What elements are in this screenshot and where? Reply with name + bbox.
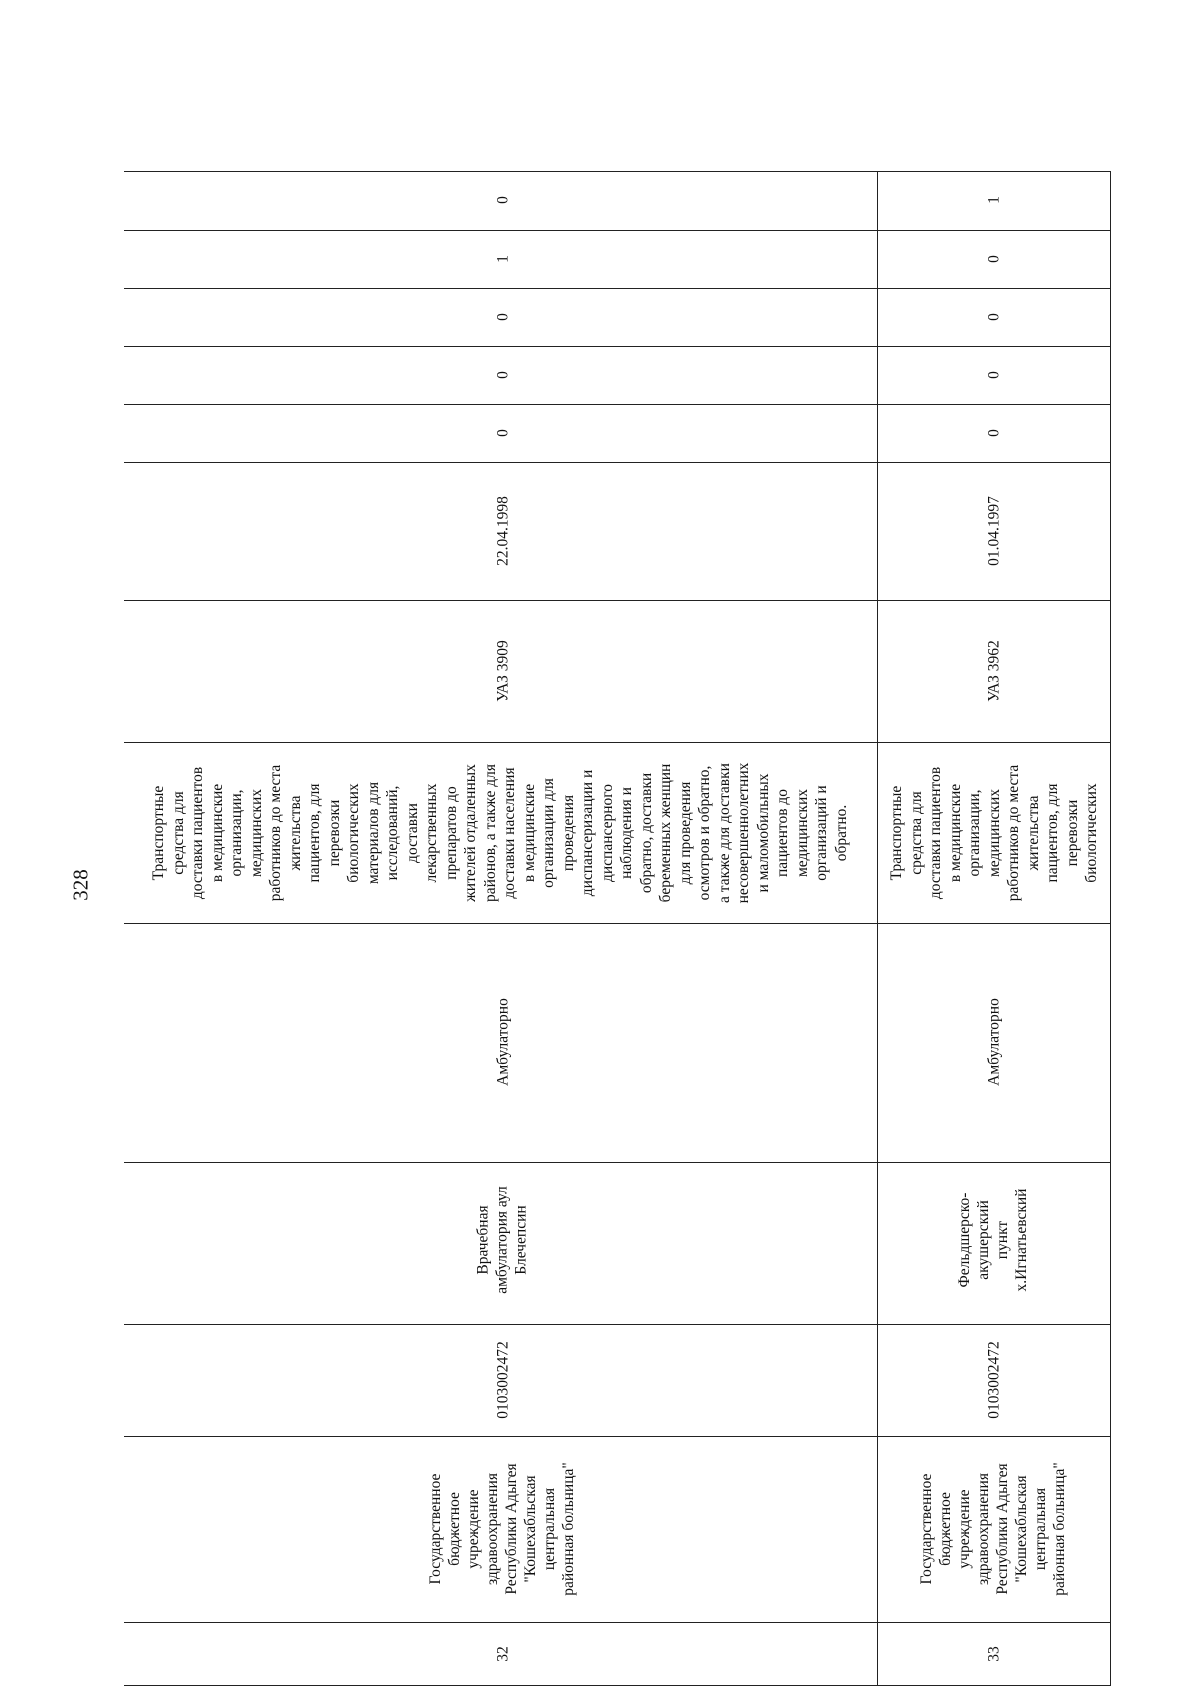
unit-name (474, 1186, 531, 1294)
value-5: 1 (985, 196, 1003, 204)
row-number: 32 (494, 1646, 512, 1662)
unit-name (955, 1189, 1031, 1292)
org-line: центральная (1032, 1487, 1049, 1571)
purpose-line: жительства (1024, 795, 1042, 871)
purpose-line: биологических (1082, 783, 1100, 883)
value-5: 0 (494, 196, 512, 204)
value-3: 0 (985, 313, 1003, 321)
col-sep-condition-unit (124, 1162, 1111, 1163)
purpose-line: несовершеннолетних (735, 762, 752, 904)
unit-line: Блечепсин (512, 1205, 530, 1275)
org-line: здравоохранения (484, 1473, 501, 1585)
purpose-line: а также для доставки (715, 763, 733, 903)
row-separator (877, 171, 878, 1685)
purpose-line: Транспортные (150, 785, 167, 881)
purpose-line: средства для (907, 791, 925, 875)
purpose-line: доставки (403, 803, 421, 863)
vehicle-date: 22.04.1998 (494, 496, 512, 566)
value-4: 0 (985, 255, 1003, 263)
purpose-line: организации, (965, 789, 983, 877)
purpose-line: диспансерного (598, 784, 616, 883)
purpose-line: Транспортные (887, 785, 905, 881)
col-sep-v3-v2 (124, 346, 1111, 347)
purpose-line: в медицинские (208, 783, 226, 883)
unit-line: Врачебная (474, 1205, 492, 1275)
purpose-line: организации для (540, 778, 557, 888)
org-line: районная больница" (1051, 1462, 1068, 1596)
org-line: центральная (541, 1487, 558, 1571)
org-line: Государственное (918, 1473, 935, 1585)
purpose-line: медицинских (985, 788, 1003, 878)
org-line: Республики Адыгея (994, 1463, 1011, 1595)
purpose-cell (878, 743, 1110, 923)
page-number: 328 (68, 869, 93, 901)
purpose-line: материалов для (364, 781, 382, 885)
purpose-line: пациентов до (774, 788, 791, 878)
org-line: "Кошехабльская (522, 1475, 539, 1583)
col-sep-v2-v1 (124, 404, 1111, 405)
purpose-line: проведения (559, 794, 577, 872)
purpose-line: работников до места (267, 764, 284, 902)
table-right-border (1110, 171, 1111, 1685)
purpose-line: медицинских (247, 788, 265, 878)
table-bottom-border (124, 1685, 1111, 1686)
purpose-line: организаций и (813, 785, 830, 881)
org-line: Государственное (427, 1473, 444, 1585)
purpose-line: беременных женщин (657, 763, 674, 903)
unit-line: х.Игнатьевский (1013, 1188, 1030, 1292)
col-sep-purpose-condition (124, 923, 1111, 924)
col-sep-v1-date (124, 462, 1111, 463)
row-number: 33 (985, 1646, 1003, 1662)
purpose-line: организации, (228, 789, 245, 877)
unit-line: пункт (994, 1220, 1011, 1260)
value-1: 0 (985, 429, 1003, 437)
vehicle-model: УАЗ 3962 (985, 640, 1003, 702)
purpose-line: пациентов, для (306, 783, 323, 883)
org-line: районная больница" (560, 1462, 577, 1596)
org-line: бюджетное (937, 1492, 954, 1566)
purpose-line: районов, а также для (481, 764, 499, 902)
purpose-line: медицинских (793, 788, 811, 878)
unit-line: Фельдшерско- (956, 1192, 973, 1288)
inn: 0103002472 (494, 1341, 512, 1419)
purpose-line: исследований, (384, 785, 401, 881)
org-line: учреждение (956, 1489, 973, 1569)
purpose-line: обратно. (832, 804, 850, 862)
purpose-line: пациентов, для (1043, 783, 1061, 883)
purpose-line: в медицинские (520, 783, 538, 883)
purpose-line: перевозки (1063, 799, 1081, 867)
care-condition: Амбулаторно (494, 998, 512, 1086)
vehicle-date: 01.04.1997 (985, 496, 1003, 566)
care-condition: Амбулаторно (985, 998, 1003, 1086)
org-line: учреждение (465, 1489, 482, 1569)
value-2: 0 (985, 371, 1003, 379)
purpose-line: перевозки (325, 799, 343, 867)
purpose-line: в медицинские (946, 783, 964, 883)
col-sep-v4-v3 (124, 288, 1111, 289)
org-line: здравоохранения (975, 1473, 992, 1585)
purpose-line: обратно, доставки (637, 772, 655, 894)
purpose-line: доставки пациентов (189, 766, 206, 900)
purpose-line: работников до места (1004, 764, 1022, 902)
value-2: 0 (494, 371, 512, 379)
purpose-line: диспансеризации и (579, 769, 596, 897)
org-line: "Кошехабльская (1013, 1475, 1030, 1583)
purpose-line: для проведения (676, 781, 694, 885)
value-4: 1 (494, 255, 512, 263)
organization-name (917, 1462, 1069, 1595)
unit-line: амбулатория аул (493, 1186, 511, 1294)
purpose-line: лекарственных (423, 783, 440, 883)
purpose-line: жительства (286, 795, 304, 871)
purpose-line: препаратов до (442, 786, 460, 880)
col-sep-org-num (124, 1622, 1111, 1623)
purpose-line: жителей отдаленных (462, 764, 479, 902)
org-line: бюджетное (446, 1492, 463, 1566)
purpose-line: средства для (169, 791, 187, 875)
col-sep-v5-v4 (124, 230, 1111, 231)
col-sep-inn-org (124, 1436, 1111, 1437)
purpose-line: доставки населения (501, 767, 518, 899)
purpose-line: и маломобильных (754, 773, 772, 893)
purpose-cell (124, 743, 877, 923)
unit-line: акушерский (975, 1200, 992, 1280)
col-sep-date-model (124, 600, 1111, 601)
purpose-line: доставки пациентов (926, 766, 944, 900)
value-1: 0 (494, 429, 512, 437)
table-top-border (124, 171, 1111, 172)
purpose-line: осмотров и обратно, (696, 765, 713, 901)
purpose-line: наблюдения и (618, 787, 635, 879)
organization-name (426, 1462, 578, 1595)
purpose-line: биологических (345, 783, 362, 883)
col-sep-unit-inn (124, 1324, 1111, 1325)
org-line: Республики Адыгея (503, 1463, 520, 1595)
vehicle-model: УАЗ 3909 (494, 640, 512, 702)
inn: 0103002472 (985, 1341, 1003, 1419)
value-3: 0 (494, 313, 512, 321)
